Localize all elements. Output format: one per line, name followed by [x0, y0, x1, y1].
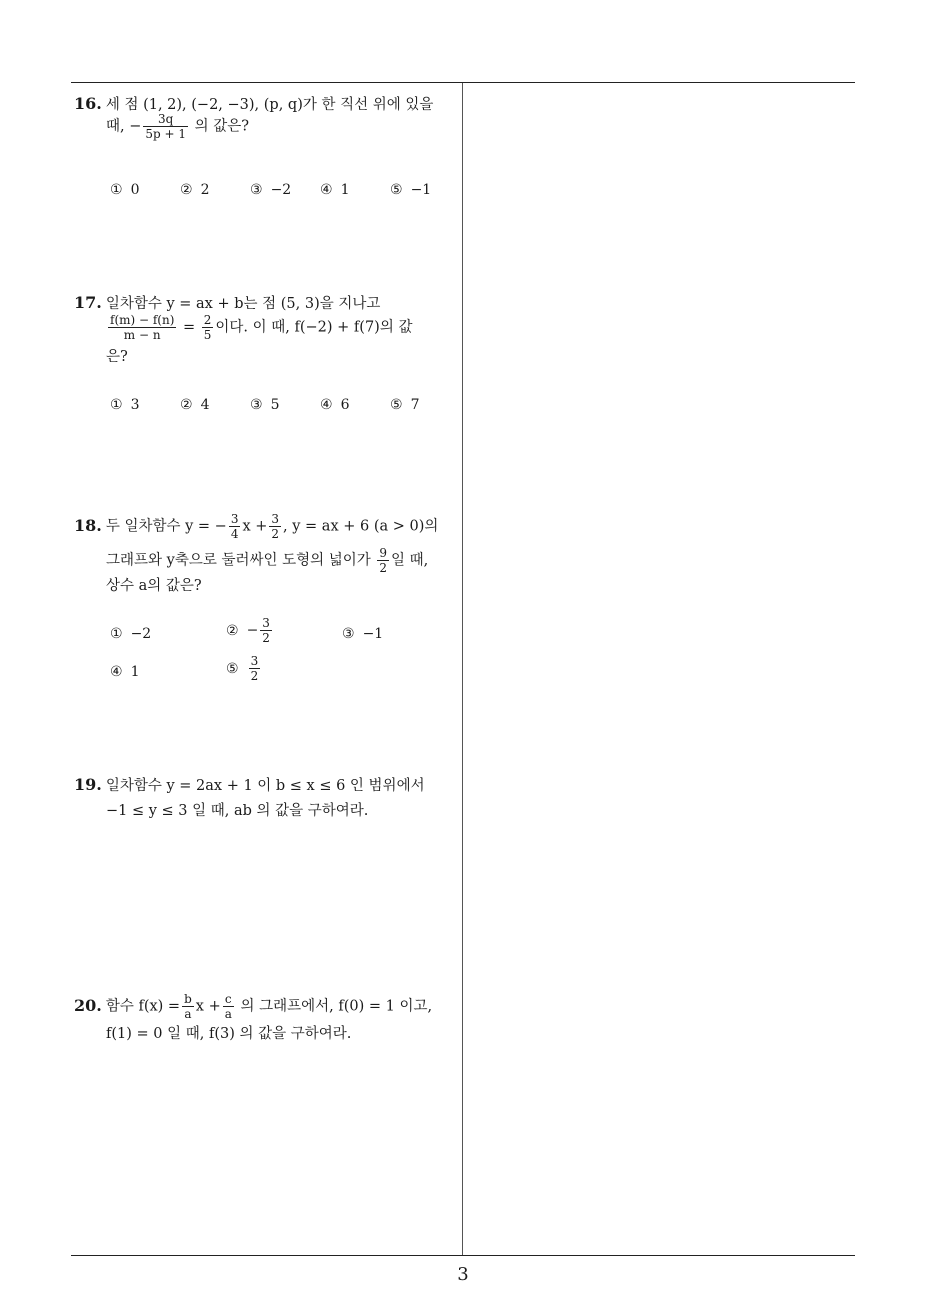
- fraction: [143, 112, 188, 141]
- choice-mark: ①: [110, 182, 123, 198]
- question-text: 함수 f(x) =: [105, 998, 181, 1015]
- choice-5[interactable]: [390, 395, 419, 415]
- question-16: [74, 94, 456, 204]
- choice-value: 0: [130, 182, 140, 198]
- choice-mark: ②: [180, 397, 193, 413]
- question-18: [74, 510, 456, 700]
- choice-1[interactable]: [110, 624, 151, 644]
- question-text: 일차함수 y = 2ax + 1 이 b ≤ x ≤ 6 인 범위에서: [105, 778, 425, 794]
- denominator: 2: [250, 669, 259, 683]
- question-number: 20.: [74, 995, 102, 1015]
- question-17-line2: [106, 313, 412, 342]
- question-20-line2: [106, 1024, 351, 1044]
- equals-sign: =: [183, 319, 196, 336]
- fraction: [108, 313, 176, 342]
- choice-value: 6: [340, 397, 350, 413]
- column-divider: [462, 83, 463, 1255]
- denominator: 2: [271, 527, 280, 541]
- fraction: [249, 654, 261, 683]
- numerator: 3: [262, 616, 270, 630]
- question-17-line3: [106, 347, 128, 367]
- choice-4[interactable]: [320, 395, 349, 415]
- question-number: 19.: [74, 775, 102, 794]
- question-20: [74, 992, 456, 1052]
- choice-4[interactable]: [320, 180, 349, 200]
- choice-value: −1: [362, 626, 384, 642]
- question-text: , y = ax + 6 (a > 0)의: [283, 518, 439, 535]
- choice-mark: ②: [180, 182, 193, 198]
- question-text: 이다. 이 때, f(−2) + f(7)의 값: [215, 319, 413, 336]
- question-text: 세 점 (1, 2), (−2, −3), (p, q)가 한 직선 위에 있을: [105, 97, 434, 113]
- question-text: 은?: [106, 349, 128, 365]
- fraction: [223, 992, 234, 1021]
- denominator: 2: [262, 631, 270, 645]
- choice-mark: ②: [226, 622, 239, 639]
- choice-2[interactable]: [180, 180, 209, 200]
- choice-mark: ④: [320, 182, 333, 198]
- denominator: a: [224, 1007, 232, 1021]
- denominator: 4: [230, 527, 239, 541]
- denominator: 5: [203, 328, 212, 342]
- choice-value: 1: [340, 182, 350, 198]
- choice-mark: ①: [110, 397, 123, 413]
- numerator: 3: [230, 512, 239, 526]
- choice-value: −: [246, 622, 259, 639]
- denominator: 2: [379, 561, 387, 575]
- choice-mark: ⑤: [390, 397, 403, 413]
- bottom-rule: [71, 1255, 855, 1256]
- fraction: [260, 616, 272, 645]
- page-number: 3: [457, 1264, 469, 1285]
- choice-mark: ⑤: [390, 182, 403, 198]
- choice-value: 2: [200, 182, 210, 198]
- choice-3[interactable]: [342, 624, 383, 644]
- numerator: 9: [379, 546, 387, 560]
- question-text: −1 ≤ y ≤ 3 일 때, ab 의 값을 구하여라.: [106, 803, 369, 819]
- choice-mark: ④: [320, 397, 333, 413]
- question-number: 17.: [74, 293, 102, 312]
- choice-value: 3: [130, 397, 140, 413]
- question-text: x +: [242, 518, 268, 535]
- fraction: [377, 546, 389, 575]
- question-text: f(1) = 0 일 때, f(3) 의 값을 구하여라.: [106, 1026, 352, 1042]
- choice-mark: ①: [110, 626, 123, 642]
- numerator: b: [184, 992, 192, 1006]
- choice-2[interactable]: [226, 616, 274, 645]
- question-number: 16.: [74, 94, 102, 113]
- choice-value: 1: [130, 664, 140, 680]
- fraction: [202, 313, 214, 342]
- question-text: x +: [195, 998, 221, 1015]
- choice-mark: ⑤: [226, 660, 239, 677]
- question-19: [74, 775, 456, 825]
- question-text: 상수 a의 값은?: [106, 578, 202, 594]
- denominator: 5p + 1: [145, 127, 187, 141]
- denominator: m − n: [108, 327, 176, 342]
- question-text: 의 값은?: [194, 118, 250, 135]
- numerator: 3: [250, 654, 259, 668]
- fraction: [229, 512, 241, 541]
- choice-value: 4: [200, 397, 210, 413]
- question-18-line2: [106, 546, 428, 575]
- question-number: 18.: [74, 515, 102, 535]
- question-text: 그래프와 y축으로 둘러싸인 도형의 넓이가: [106, 552, 371, 569]
- choice-mark: ④: [110, 664, 123, 680]
- choice-mark: ③: [342, 626, 355, 642]
- choice-value: 5: [270, 397, 280, 413]
- choice-value: −2: [270, 182, 292, 198]
- question-text: 일 때,: [391, 552, 429, 569]
- choice-value: −2: [130, 626, 152, 642]
- numerator: f(m) − f(n): [110, 313, 175, 327]
- choice-mark: ③: [250, 397, 263, 413]
- choice-value: −1: [410, 182, 432, 198]
- question-20-line1: [74, 992, 432, 1021]
- choice-1[interactable]: [110, 180, 139, 200]
- question-16-line2: [106, 112, 249, 141]
- choice-4[interactable]: [110, 662, 139, 682]
- choice-value: 7: [410, 397, 420, 413]
- fraction: [269, 512, 281, 541]
- question-18-line3: [106, 576, 202, 596]
- choice-5[interactable]: [390, 180, 431, 200]
- question-17: [74, 293, 456, 423]
- question-19-line2: [106, 801, 368, 821]
- question-17-line1: [74, 293, 380, 314]
- question-19-line1: [74, 775, 425, 796]
- choice-5[interactable]: [226, 654, 262, 683]
- question-text: 때, −: [106, 118, 142, 135]
- numerator: 3: [271, 512, 280, 526]
- numerator: 2: [203, 313, 212, 327]
- question-text: 의 그래프에서, f(0) = 1 이고,: [240, 998, 433, 1015]
- choice-3[interactable]: [250, 180, 291, 200]
- choice-3[interactable]: [250, 395, 279, 415]
- denominator: a: [182, 1006, 194, 1021]
- fraction: [182, 992, 194, 1021]
- top-rule: [71, 82, 855, 83]
- question-text: 일차함수 y = ax + b는 점 (5, 3)을 지나고: [105, 296, 381, 312]
- choice-mark: ③: [250, 182, 263, 198]
- choice-2[interactable]: [180, 395, 209, 415]
- question-text: 두 일차함수 y = −: [105, 518, 227, 535]
- choice-1[interactable]: [110, 395, 139, 415]
- numerator: c: [224, 992, 232, 1006]
- question-18-line1: [74, 512, 438, 541]
- numerator: 3q: [158, 112, 174, 126]
